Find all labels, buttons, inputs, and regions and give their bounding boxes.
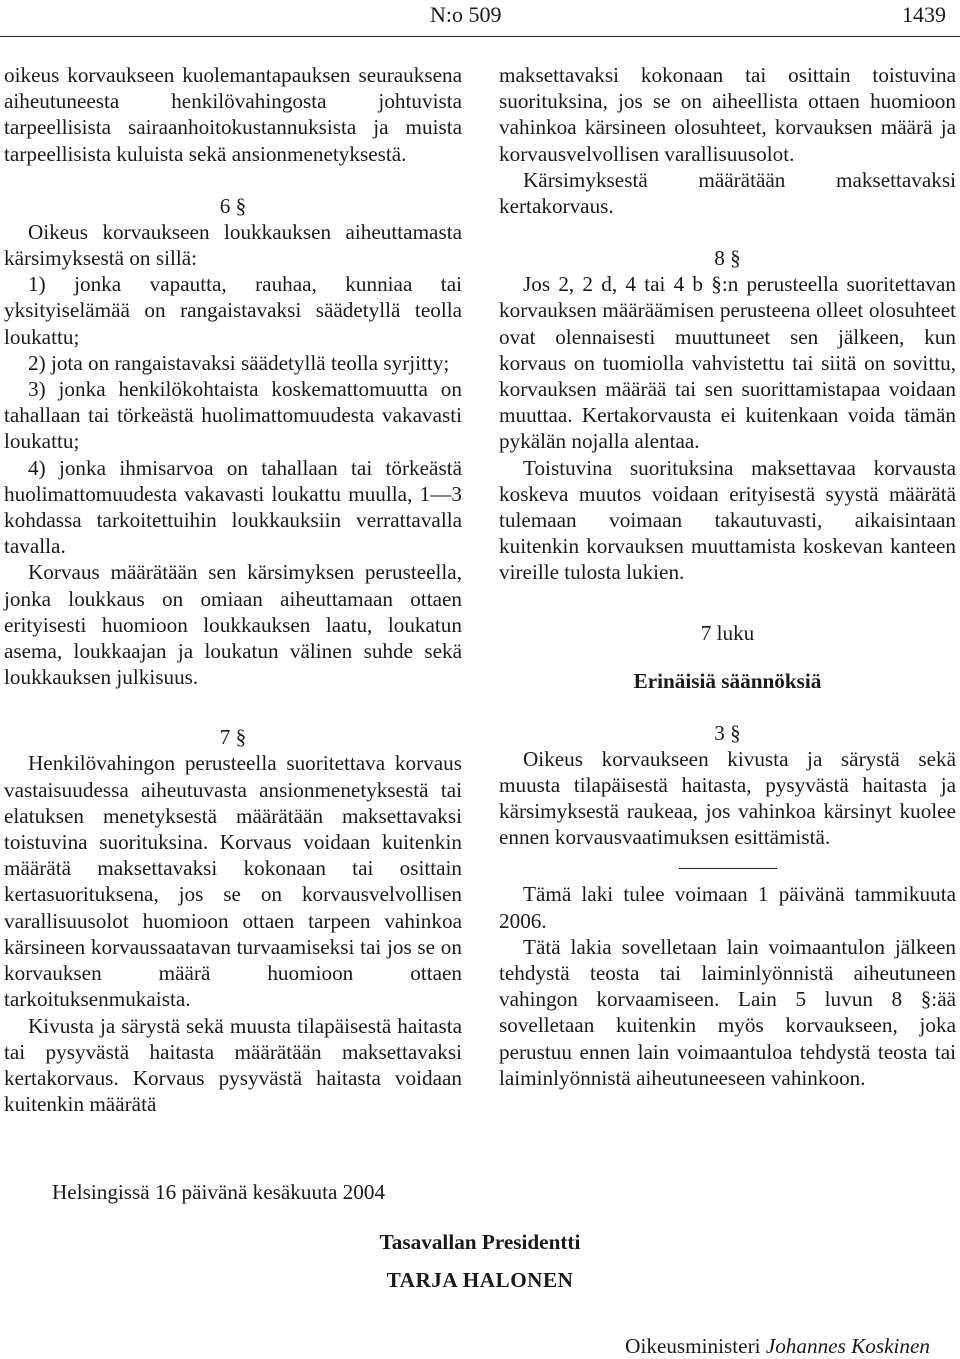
entry-into-force-paragraph: Tämä laki tulee voimaan 1 päivänä tammikuuta 2006.: [499, 882, 956, 933]
chapter-7-heading: 7 luku: [700, 620, 755, 645]
section-6-heading: 6 §: [219, 193, 247, 218]
section-7-paragraph-2: Kivusta ja särystä sekä muusta tilapäisestä haitasta tai pysyvästä haitasta määrätään maksettavaksi kertakorvaus. Korvaus pysyvästä haitasta voidaan kuitenkin määrätä: [4, 1013, 462, 1117]
president-title: Tasavallan Presidentti: [379, 1230, 581, 1254]
section-3-heading: 3 §: [714, 720, 741, 745]
section-6-item-4: 4) jonka ihmisarvoa on tahallaan tai törkeästä huolimattomuudesta vakavasti loukattu muulla, 1—3 kohdassa tarkoitettuihin loukkauksiin verrattavalla tavalla.: [4, 455, 462, 559]
section-8-heading: 8 §: [714, 246, 741, 271]
section-8-paragraph-1: Jos 2, 2 d, 4 tai 4 b §:n perusteella suoritettavan korvauksen määräämisen perusteena olleet olosuhteet ovat olennaisesti muuttuneet sen jälkeen, kun korvaus on tuomiolla vahvistettu tai siitä on sovittu, korvauksen määrää tai sen suorittamistapaa voidaan muuttaa. Kertakorvausta ei kuitenkaan voida tämän pykälän nojalla alentaa.: [499, 272, 956, 454]
paragraph-continued: maksettavaksi kokonaan tai osittain toistuvina suorituksina, jos se on aiheellista ottaen huomioon vahinkoa kärsineen olosuhteet, korvauksen määrä ja korvausvelvollisen varallisuusolot.: [499, 63, 956, 166]
minister-title: Oikeusministeri: [625, 1334, 761, 1358]
section-7-paragraph-1: Henkilövahingon perusteella suoritettava korvaus vastaisuudessa aiheutuvasta ansionmenetyksestä tai elatuksen menetyksestä määrätään maksettavaksi toistuvina suorituksina. Korvaus voidaan kuitenkin määrätä maksettavaksi kokonaan tai osittain kertasuorituksena, jos se on korvausvelvollisen varallisuusolot huomioon ottaen tarpeen vahinkoa kärsineen korvaussaatavan turvaamiseksi tai jos se on korvauksen määrä huomioon ottaen tarkoituksenmukaista.: [4, 751, 462, 1012]
section-6-item-1: 1) jonka vapautta, rauhaa, kunniaa tai yksityiselämää on rangaistavaksi säädetyllä teolla loukattu;: [4, 272, 462, 349]
right-column: [499, 62, 956, 1091]
section-6-paragraph-2: Korvaus määrätään sen kärsimyksen perusteella, jonka loukkaus on omiaan aiheuttamaan ottaen erityisesti huomioon loukkauksen laatu, loukatun asema, loukkaajan ja loukatun välinen suhde sekä loukkauksen julkisuus.: [4, 560, 462, 690]
section-6-paragraph-1: Oikeus korvaukseen loukkauksen aiheuttamasta kärsimyksestä on sillä:: [4, 219, 462, 271]
minister-signature: [625, 1334, 930, 1359]
page-header: [0, 2, 960, 30]
section-6-item-2: 2) jota on rangaistavaksi säädetyllä teolla syrjitty;: [28, 350, 450, 375]
paragraph-continued-2: Kärsimyksestä määrätään maksettavaksi kertakorvaus.: [499, 167, 956, 219]
section-8-paragraph-2: Toistuvina suorituksina maksettavaa korvausta koskeva muutos voidaan erityisestä syystä määrätä tulemaan voimaan takautuvasti, aikaisintaan kuitenkin korvauksen muuttamista koskevan kanteen vireille tulosta lukien.: [499, 455, 956, 585]
section-6-item-3: 3) jonka henkilökohtaista koskemattomuutta on tahallaan tai törkeästä huolimattomuudesta vakavasti loukattu;: [4, 377, 462, 454]
header-rule: [0, 36, 960, 37]
section-7-heading: 7 §: [219, 725, 247, 750]
section-3-paragraph-1: Oikeus korvaukseen kivusta ja särystä sekä muusta tilapäisestä haitasta, pysyvästä haitasta ja kärsimyksestä raukeaa, jos vahinkoa kärsinyt kuolee ennen korvausvaatimuksen esittämistä.: [499, 746, 956, 850]
left-column: [4, 62, 462, 1117]
place-date: Helsingissä 16 päivänä kesäkuuta 2004: [52, 1180, 386, 1204]
transitional-paragraph: Tätä lakia sovelletaan lain voimaantulon jälkeen tehdystä teosta tai laiminlyönnistä aiheutuneen vahingon korvaamiseen. Lain 5 luvun 8 §:ää sovelletaan kuitenkin myös korvaukseen, joka perustuu ennen lain voimaantuloa tehdystä teosta tai laiminlyönnistä aiheutuneeseen vahinkoon.: [499, 934, 956, 1090]
minister-name: Johannes Koskinen: [765, 1334, 930, 1358]
chapter-7-title: Erinäisiä säännöksiä: [633, 668, 822, 693]
page-number: 1439: [902, 2, 946, 27]
divider-rule: [679, 868, 777, 869]
president-name: TARJA HALONEN: [386, 1268, 574, 1292]
statute-number: N:o 509: [430, 2, 502, 27]
paragraph-intro: oikeus korvaukseen kuolemantapauksen seurauksena aiheutuneesta henkilövahingosta johtuvista tarpeellisista sairaanhoitokustannuksista ja muista tarpeellisista kuluista sekä ansionmenetyksestä.: [4, 63, 462, 166]
